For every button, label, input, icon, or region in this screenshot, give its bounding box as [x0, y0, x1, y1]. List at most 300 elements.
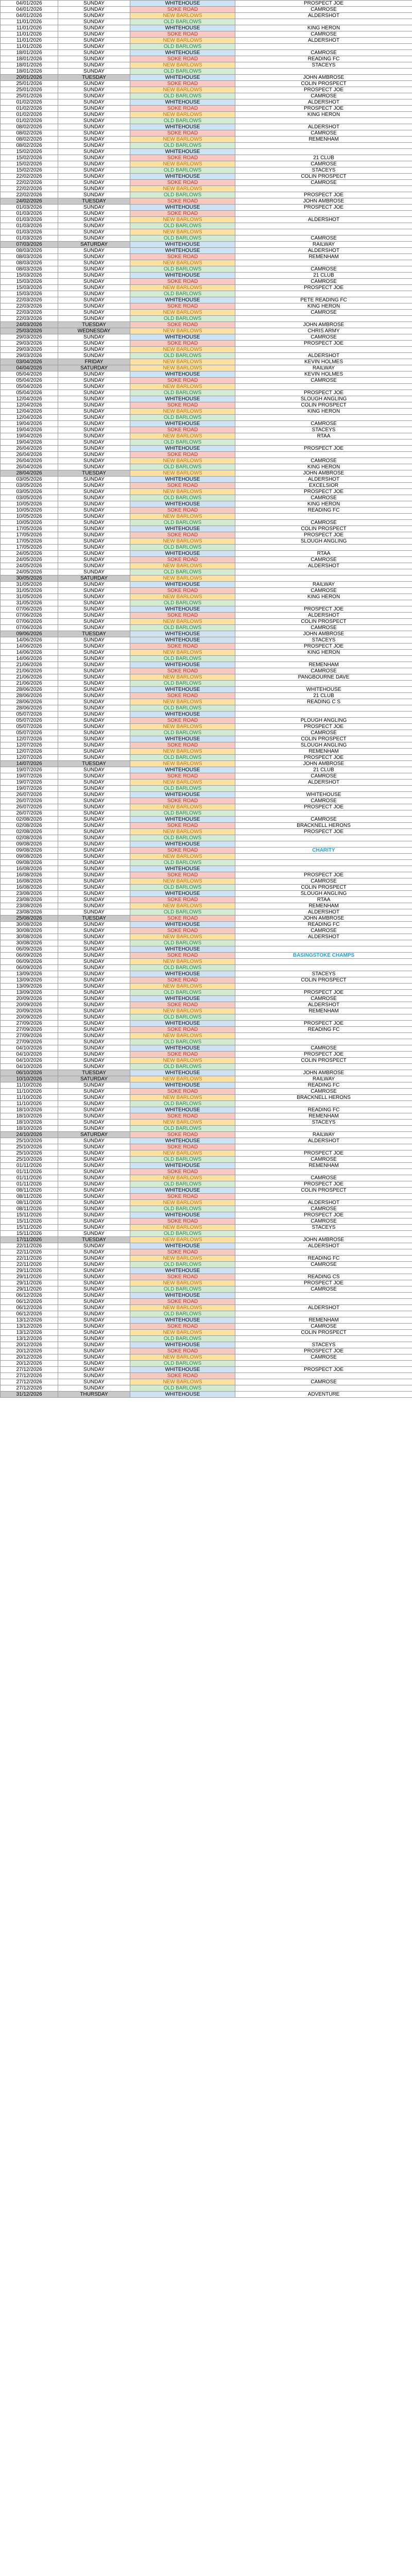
fixture-day: SUNDAY [58, 1243, 130, 1249]
fixture-date: 12/07/2026 [1, 736, 58, 742]
fixture-venue: OLD BARLOWS [130, 19, 235, 25]
fixture-opponent [235, 569, 412, 575]
fixture-date: 17/05/2026 [1, 532, 58, 538]
table-row [1, 38, 412, 44]
fixture-opponent: REMENHAM [235, 749, 412, 755]
fixture-opponent: CAMROSE [235, 310, 412, 316]
fixture-opponent: ALDERSHOT [235, 248, 412, 254]
fixture-venue: SOKE ROAD [130, 180, 235, 186]
fixture-day: SUNDAY [58, 1231, 130, 1237]
fixture-date: 01/11/2026 [1, 1169, 58, 1175]
fixture-venue: OLD BARLOWS [130, 990, 235, 996]
fixture-day: SUNDAY [58, 749, 130, 755]
table-row [1, 1, 412, 7]
fixture-date: 01/03/2026 [1, 223, 58, 229]
fixture-day: SUNDAY [58, 538, 130, 545]
fixture-opponent: CAMROSE [235, 334, 412, 341]
fixture-day: SUNDAY [58, 854, 130, 860]
fixture-venue: NEW BARLOWS [130, 112, 235, 118]
fixture-day: SUNDAY [58, 1268, 130, 1274]
table-row [1, 866, 412, 872]
fixture-opponent: SLOUGH ANGLING [235, 742, 412, 749]
table-row [1, 1311, 412, 1317]
table-row [1, 613, 412, 619]
fixture-date: 19/07/2026 [1, 779, 58, 786]
table-row [1, 279, 412, 285]
fixture-venue: OLD BARLOWS [130, 44, 235, 50]
fixture-date: 22/11/2026 [1, 1249, 58, 1256]
fixture-date: 09/08/2026 [1, 841, 58, 848]
fixture-date: 26/07/2026 [1, 810, 58, 817]
fixture-day: SUNDAY [58, 613, 130, 619]
fixture-venue: OLD BARLOWS [130, 1064, 235, 1070]
table-row [1, 501, 412, 507]
fixture-opponent: PROSPECT JOE [235, 1, 412, 7]
fixture-venue: OLD BARLOWS [130, 316, 235, 322]
fixture-opponent: JOHN AMBROSE [235, 761, 412, 767]
table-row [1, 779, 412, 786]
fixture-day: SUNDAY [58, 1367, 130, 1373]
fixture-day: SUNDAY [58, 860, 130, 866]
table-row [1, 371, 412, 378]
fixture-date: 22/03/2026 [1, 297, 58, 303]
table-row [1, 359, 412, 365]
fixture-day: SUNDAY [58, 736, 130, 742]
fixture-day: SUNDAY [58, 396, 130, 402]
fixture-date: 29/03/2026 [1, 347, 58, 353]
table-row [1, 19, 412, 25]
fixture-date: 04/01/2026 [1, 13, 58, 19]
fixture-opponent: REMENHAM [235, 254, 412, 260]
fixture-day: SUNDAY [58, 452, 130, 458]
fixture-day: SUNDAY [58, 1200, 130, 1206]
fixture-day: SUNDAY [58, 792, 130, 798]
fixture-day: SUNDAY [58, 959, 130, 965]
fixture-day: SUNDAY [58, 699, 130, 705]
fixture-venue: WHITEHOUSE [130, 334, 235, 341]
fixture-opponent [235, 866, 412, 872]
fixture-day: SATURDAY [58, 1076, 130, 1082]
fixture-date: 04/10/2026 [1, 1052, 58, 1058]
fixture-day: SUNDAY [58, 155, 130, 161]
fixture-venue: WHITEHOUSE [130, 891, 235, 897]
fixture-venue: SOKE ROAD [130, 1348, 235, 1354]
table-row [1, 1076, 412, 1082]
fixture-date: 12/07/2026 [1, 755, 58, 761]
fixture-date: 19/07/2026 [1, 786, 58, 792]
fixture-day: SUNDAY [58, 891, 130, 897]
fixture-day: SUNDAY [58, 551, 130, 557]
table-row [1, 718, 412, 724]
fixture-opponent: COLIN PROSPECT [235, 736, 412, 742]
fixture-day: SUNDAY [58, 619, 130, 625]
fixture-day: SUNDAY [58, 742, 130, 749]
table-row [1, 1033, 412, 1039]
fixture-date: 18/10/2026 [1, 1113, 58, 1120]
table-row [1, 7, 412, 13]
table-row [1, 1249, 412, 1256]
fixture-date: 20/12/2026 [1, 1348, 58, 1354]
fixture-opponent: READING C S [235, 699, 412, 705]
fixture-day: SUNDAY [58, 514, 130, 520]
fixture-venue: WHITEHOUSE [130, 1317, 235, 1324]
fixture-venue: SOKE ROAD [130, 322, 235, 328]
fixture-venue: NEW BARLOWS [130, 984, 235, 990]
fixture-day: SUNDAY [58, 1225, 130, 1231]
fixture-day: SUNDAY [58, 161, 130, 167]
fixture-opponent: PROSPECT JOE [235, 1150, 412, 1157]
table-row [1, 971, 412, 977]
fixture-opponent: STACEYS [235, 1225, 412, 1231]
fixture-opponent: PROSPECT JOE [235, 1367, 412, 1373]
fixture-day: SUNDAY [58, 229, 130, 235]
table-row [1, 557, 412, 563]
fixture-opponent [235, 984, 412, 990]
fixture-day: SUNDAY [58, 909, 130, 916]
fixture-date: 21/06/2026 [1, 674, 58, 681]
fixture-date: 24/05/2026 [1, 563, 58, 569]
fixture-date: 14/06/2026 [1, 656, 58, 662]
fixture-day: SUNDAY [58, 798, 130, 804]
fixture-opponent: ALDERSHOT [235, 1138, 412, 1144]
fixture-venue: SOKE ROAD [130, 928, 235, 934]
fixture-venue: NEW BARLOWS [130, 538, 235, 545]
fixture-day: SUNDAY [58, 1330, 130, 1336]
fixture-opponent: READING FC [235, 56, 412, 62]
fixture-opponent: JOHN AMBROSE [235, 470, 412, 477]
fixture-day: SUNDAY [58, 990, 130, 996]
fixture-venue: OLD BARLOWS [130, 118, 235, 124]
fixture-venue: OLD BARLOWS [130, 1336, 235, 1342]
table-row [1, 495, 412, 501]
fixture-venue: WHITEHOUSE [130, 1107, 235, 1113]
fixture-opponent [235, 1126, 412, 1132]
fixture-opponent [235, 965, 412, 971]
fixture-venue: OLD BARLOWS [130, 1311, 235, 1317]
fixture-venue: WHITEHOUSE [130, 817, 235, 823]
fixture-opponent: CAMROSE [235, 180, 412, 186]
fixture-day: SUNDAY [58, 885, 130, 891]
table-row [1, 860, 412, 866]
table-row [1, 959, 412, 965]
fixture-date: 01/02/2026 [1, 112, 58, 118]
fixture-venue: OLD BARLOWS [130, 93, 235, 99]
fixture-day: TUESDAY [58, 1237, 130, 1243]
table-row [1, 50, 412, 56]
table-row [1, 637, 412, 643]
fixture-day: SUNDAY [58, 1144, 130, 1150]
fixture-venue: SOKE ROAD [130, 668, 235, 674]
table-row [1, 1027, 412, 1033]
fixture-venue: SOKE ROAD [130, 155, 235, 161]
fixture-opponent: CAMROSE [235, 279, 412, 285]
fixture-venue: WHITEHOUSE [130, 1243, 235, 1249]
table-row [1, 1268, 412, 1274]
fixture-opponent: REMENHAM [235, 137, 412, 143]
fixture-date: 17/05/2026 [1, 538, 58, 545]
table-row [1, 1058, 412, 1064]
fixture-date: 04/10/2026 [1, 1058, 58, 1064]
table-row [1, 217, 412, 223]
fixture-venue: OLD BARLOWS [130, 810, 235, 817]
table-row [1, 1150, 412, 1157]
table-row [1, 427, 412, 433]
fixture-venue: SOKE ROAD [130, 897, 235, 903]
fixture-date: 25/01/2026 [1, 87, 58, 93]
fixture-opponent: STACEYS [235, 62, 412, 69]
table-row [1, 724, 412, 730]
fixture-date: 08/03/2026 [1, 254, 58, 260]
fixture-day: SUNDAY [58, 724, 130, 730]
fixture-date: 29/03/2026 [1, 353, 58, 359]
fixture-opponent: 21 CLUB [235, 693, 412, 699]
fixture-opponent: JOHN AMBROSE [235, 1237, 412, 1243]
fixture-date: 01/03/2026 [1, 217, 58, 223]
fixture-date: 08/02/2026 [1, 137, 58, 143]
fixture-venue: NEW BARLOWS [130, 347, 235, 353]
fixture-date: 18/01/2026 [1, 50, 58, 56]
fixture-day: TUESDAY [58, 75, 130, 81]
fixture-date: 30/08/2026 [1, 922, 58, 928]
table-row [1, 31, 412, 38]
fixture-day: SUNDAY [58, 1138, 130, 1144]
table-row [1, 75, 412, 81]
fixture-opponent: STACEYS [235, 971, 412, 977]
table-row [1, 650, 412, 656]
fixture-day: SUNDAY [58, 1311, 130, 1317]
fixture-day: SUNDAY [58, 310, 130, 316]
fixture-opponent: REMENHAM [235, 1317, 412, 1324]
fixture-opponent [235, 854, 412, 860]
fixture-venue: NEW BARLOWS [130, 878, 235, 885]
fixture-opponent: COLIN PROSPECT [235, 81, 412, 87]
table-row [1, 563, 412, 569]
fixture-opponent: CAMROSE [235, 1286, 412, 1293]
table-row [1, 841, 412, 848]
fixture-venue: SOKE ROAD [130, 211, 235, 217]
fixture-day: SUNDAY [58, 1169, 130, 1175]
fixture-date: 27/12/2026 [1, 1373, 58, 1379]
fixture-opponent: ALDERSHOT [235, 477, 412, 483]
fixture-day: SUNDAY [58, 1021, 130, 1027]
fixture-opponent [235, 1039, 412, 1045]
fixture-day: SUNDAY [58, 1150, 130, 1157]
fixture-venue: NEW BARLOWS [130, 1256, 235, 1262]
fixture-day: SUNDAY [58, 767, 130, 773]
fixture-venue: WHITEHOUSE [130, 1, 235, 7]
fixture-date: 15/02/2026 [1, 161, 58, 167]
fixture-date: 01/03/2026 [1, 229, 58, 235]
table-row [1, 211, 412, 217]
fixture-date: 13/12/2026 [1, 1317, 58, 1324]
fixture-opponent: CHARITY [235, 848, 412, 854]
fixture-date: 20/09/2026 [1, 996, 58, 1002]
fixture-date: 25/10/2026 [1, 1138, 58, 1144]
table-row [1, 25, 412, 31]
table-row [1, 823, 412, 829]
fixture-venue: NEW BARLOWS [130, 217, 235, 223]
fixture-venue: OLD BARLOWS [130, 143, 235, 149]
table-row [1, 1206, 412, 1212]
fixture-venue: SOKE ROAD [130, 452, 235, 458]
fixture-day: SUNDAY [58, 93, 130, 99]
fixture-date: 24/05/2026 [1, 557, 58, 563]
fixture-date: 24/02/2026 [1, 198, 58, 205]
table-row [1, 174, 412, 180]
table-row [1, 1218, 412, 1225]
fixture-venue: NEW BARLOWS [130, 186, 235, 192]
fixture-date: 20/12/2026 [1, 1342, 58, 1348]
fixture-date: 14/06/2026 [1, 637, 58, 643]
table-row [1, 1045, 412, 1052]
fixture-day: SUNDAY [58, 903, 130, 909]
table-row [1, 433, 412, 439]
fixture-venue: NEW BARLOWS [130, 1058, 235, 1064]
fixture-venue: SOKE ROAD [130, 341, 235, 347]
fixture-opponent: KING HERON [235, 409, 412, 415]
fixture-venue: OLD BARLOWS [130, 291, 235, 297]
fixture-venue: NEW BARLOWS [130, 514, 235, 520]
table-row [1, 798, 412, 804]
fixture-venue: NEW BARLOWS [130, 359, 235, 365]
fixture-date: 08/02/2026 [1, 124, 58, 130]
table-row [1, 106, 412, 112]
fixture-date: 20/09/2026 [1, 1008, 58, 1014]
fixture-venue: OLD BARLOWS [130, 940, 235, 946]
fixture-opponent: READING FC [235, 922, 412, 928]
fixture-day: SUNDAY [58, 1206, 130, 1212]
fixture-opponent: JOHN AMBROSE [235, 631, 412, 637]
table-row [1, 767, 412, 773]
fixture-day: SUNDAY [58, 934, 130, 940]
fixture-date: 01/02/2026 [1, 99, 58, 106]
fixture-day: SUNDAY [58, 650, 130, 656]
fixture-date: 20/01/2026 [1, 75, 58, 81]
fixture-opponent: KING HERON [235, 25, 412, 31]
fixture-date: 22/02/2026 [1, 180, 58, 186]
fixture-venue: NEW BARLOWS [130, 1076, 235, 1082]
fixture-day: SUNDAY [58, 569, 130, 575]
table-row [1, 402, 412, 409]
fixture-day: SUNDAY [58, 971, 130, 977]
fixture-venue: SOKE ROAD [130, 56, 235, 62]
fixture-opponent [235, 959, 412, 965]
fixture-date: 29/11/2026 [1, 1280, 58, 1286]
fixture-day: SUNDAY [58, 977, 130, 984]
fixture-opponent: KING HERON [235, 464, 412, 470]
table-row [1, 946, 412, 953]
fixture-day: SUNDAY [58, 38, 130, 44]
fixture-date: 22/02/2026 [1, 186, 58, 192]
table-row [1, 458, 412, 464]
fixture-opponent: READING FC [235, 1082, 412, 1089]
fixture-venue: SOKE ROAD [130, 1373, 235, 1379]
fixture-opponent [235, 575, 412, 582]
table-row [1, 786, 412, 792]
table-row [1, 1064, 412, 1070]
fixture-venue: NEW BARLOWS [130, 749, 235, 755]
table-row [1, 656, 412, 662]
fixture-date: 11/01/2026 [1, 19, 58, 25]
fixture-day: SUNDAY [58, 1120, 130, 1126]
fixture-day: SUNDAY [58, 353, 130, 359]
fixture-venue: WHITEHOUSE [130, 75, 235, 81]
fixture-day: SUNDAY [58, 260, 130, 266]
table-row [1, 940, 412, 946]
fixture-date: 26/04/2026 [1, 458, 58, 464]
fixture-opponent: PROSPECT JOE [235, 390, 412, 396]
fixture-opponent: RAILWAY [235, 1132, 412, 1138]
fixture-opponent: PROSPECT JOE [235, 1052, 412, 1058]
fixture-date: 18/10/2026 [1, 1107, 58, 1113]
fixture-date: 01/02/2026 [1, 106, 58, 112]
fixture-date: 14/07/2026 [1, 761, 58, 767]
fixture-venue: OLD BARLOWS [130, 860, 235, 866]
fixture-venue: OLD BARLOWS [130, 1262, 235, 1268]
fixture-opponent: CAMROSE [235, 588, 412, 594]
table-row [1, 1299, 412, 1305]
table-row [1, 1039, 412, 1045]
table-row [1, 977, 412, 984]
fixture-date: 16/08/2026 [1, 885, 58, 891]
fixture-venue: NEW BARLOWS [130, 433, 235, 439]
fixture-date: 07/03/2026 [1, 242, 58, 248]
fixture-venue: SOKE ROAD [130, 916, 235, 922]
fixture-date: 19/04/2026 [1, 427, 58, 433]
fixture-venue: SOKE ROAD [130, 106, 235, 112]
table-row [1, 575, 412, 582]
fixture-venue: OLD BARLOWS [130, 545, 235, 551]
fixture-date: 25/10/2026 [1, 1144, 58, 1150]
table-row [1, 112, 412, 118]
fixture-day: SUNDAY [58, 835, 130, 841]
fixture-venue: OLD BARLOWS [130, 755, 235, 761]
fixture-day: SUNDAY [58, 483, 130, 489]
fixture-date: 30/05/2026 [1, 575, 58, 582]
table-row [1, 439, 412, 446]
fixture-venue: SOKE ROAD [130, 1052, 235, 1058]
table-row [1, 965, 412, 971]
fixture-opponent: CAMROSE [235, 668, 412, 674]
fixture-date: 13/12/2026 [1, 1330, 58, 1336]
fixture-date: 27/12/2026 [1, 1379, 58, 1385]
fixture-date: 05/07/2026 [1, 730, 58, 736]
table-row [1, 396, 412, 402]
fixture-opponent [235, 439, 412, 446]
fixture-venue: NEW BARLOWS [130, 328, 235, 334]
fixture-opponent [235, 600, 412, 606]
table-row [1, 1181, 412, 1188]
fixture-day: TUESDAY [58, 916, 130, 922]
fixture-day: SUNDAY [58, 1107, 130, 1113]
fixture-day: SUNDAY [58, 656, 130, 662]
fixture-venue: OLD BARLOWS [130, 885, 235, 891]
fixture-venue: SOKE ROAD [130, 1324, 235, 1330]
table-row [1, 452, 412, 458]
table-row [1, 229, 412, 235]
fixture-venue: SOKE ROAD [130, 1113, 235, 1120]
fixture-day: SUNDAY [58, 1354, 130, 1361]
fixture-date: 06/12/2026 [1, 1293, 58, 1299]
fixture-venue: WHITEHOUSE [130, 477, 235, 483]
table-row [1, 878, 412, 885]
fixture-opponent [235, 1385, 412, 1392]
fixture-venue: WHITEHOUSE [130, 711, 235, 718]
fixture-opponent: PROSPECT JOE [235, 990, 412, 996]
fixture-opponent: STACEYS [235, 637, 412, 643]
fixture-opponent: KING HERON [235, 650, 412, 656]
fixture-day: SUNDAY [58, 279, 130, 285]
